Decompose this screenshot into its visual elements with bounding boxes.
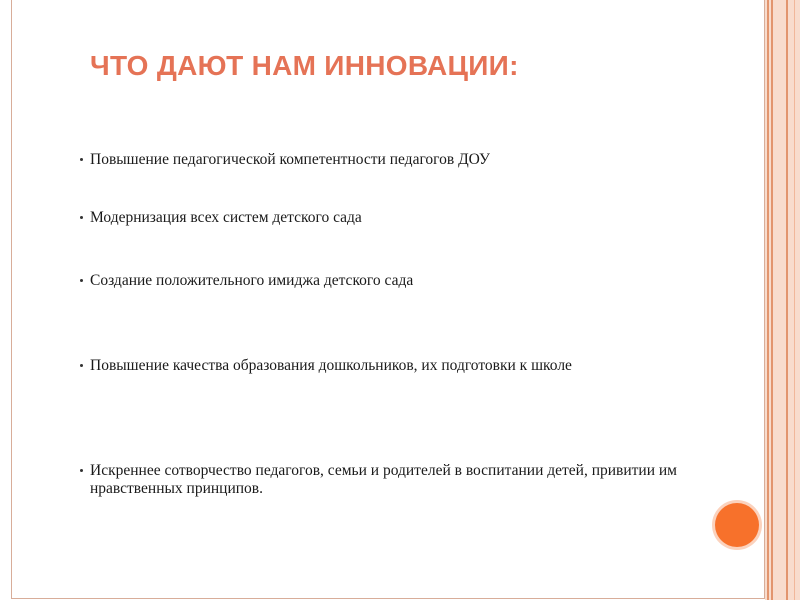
bullet-item: [74, 357, 684, 375]
bullet-text: Повышение качества образования дошкольников, их подготовки к школе: [90, 357, 572, 374]
slide-frame: [11, 0, 765, 599]
decorative-line: [786, 0, 788, 600]
bullet-dot-icon: [80, 158, 83, 161]
bullet-text: Искреннее сотворчество педагогов, семьи и родителей в воспитании детей, привитии им нравственных принципов.: [90, 462, 677, 497]
bullet-item: [74, 209, 684, 227]
bullet-dot-icon: [80, 364, 83, 367]
decorative-line: [767, 0, 769, 600]
bullet-item: [74, 151, 684, 169]
orange-circle-icon: [715, 503, 759, 547]
bullet-item: [74, 462, 684, 498]
decorative-line: [771, 0, 773, 600]
bullet-text: Повышение педагогической компетентности педагогов ДОУ: [90, 151, 490, 168]
decorative-line: [794, 0, 795, 600]
bullet-item: [74, 272, 684, 290]
bullet-dot-icon: [80, 216, 83, 219]
bullet-dot-icon: [80, 279, 83, 282]
decorative-right-band: [765, 0, 800, 600]
bullet-text: Создание положительного имиджа детского сада: [90, 272, 414, 289]
bullet-dot-icon: [80, 469, 83, 472]
slide-title: ЧТО ДАЮТ НАМ ИННОВАЦИИ:: [90, 50, 519, 81]
bullet-text: Модернизация всех систем детского сада: [90, 209, 362, 226]
